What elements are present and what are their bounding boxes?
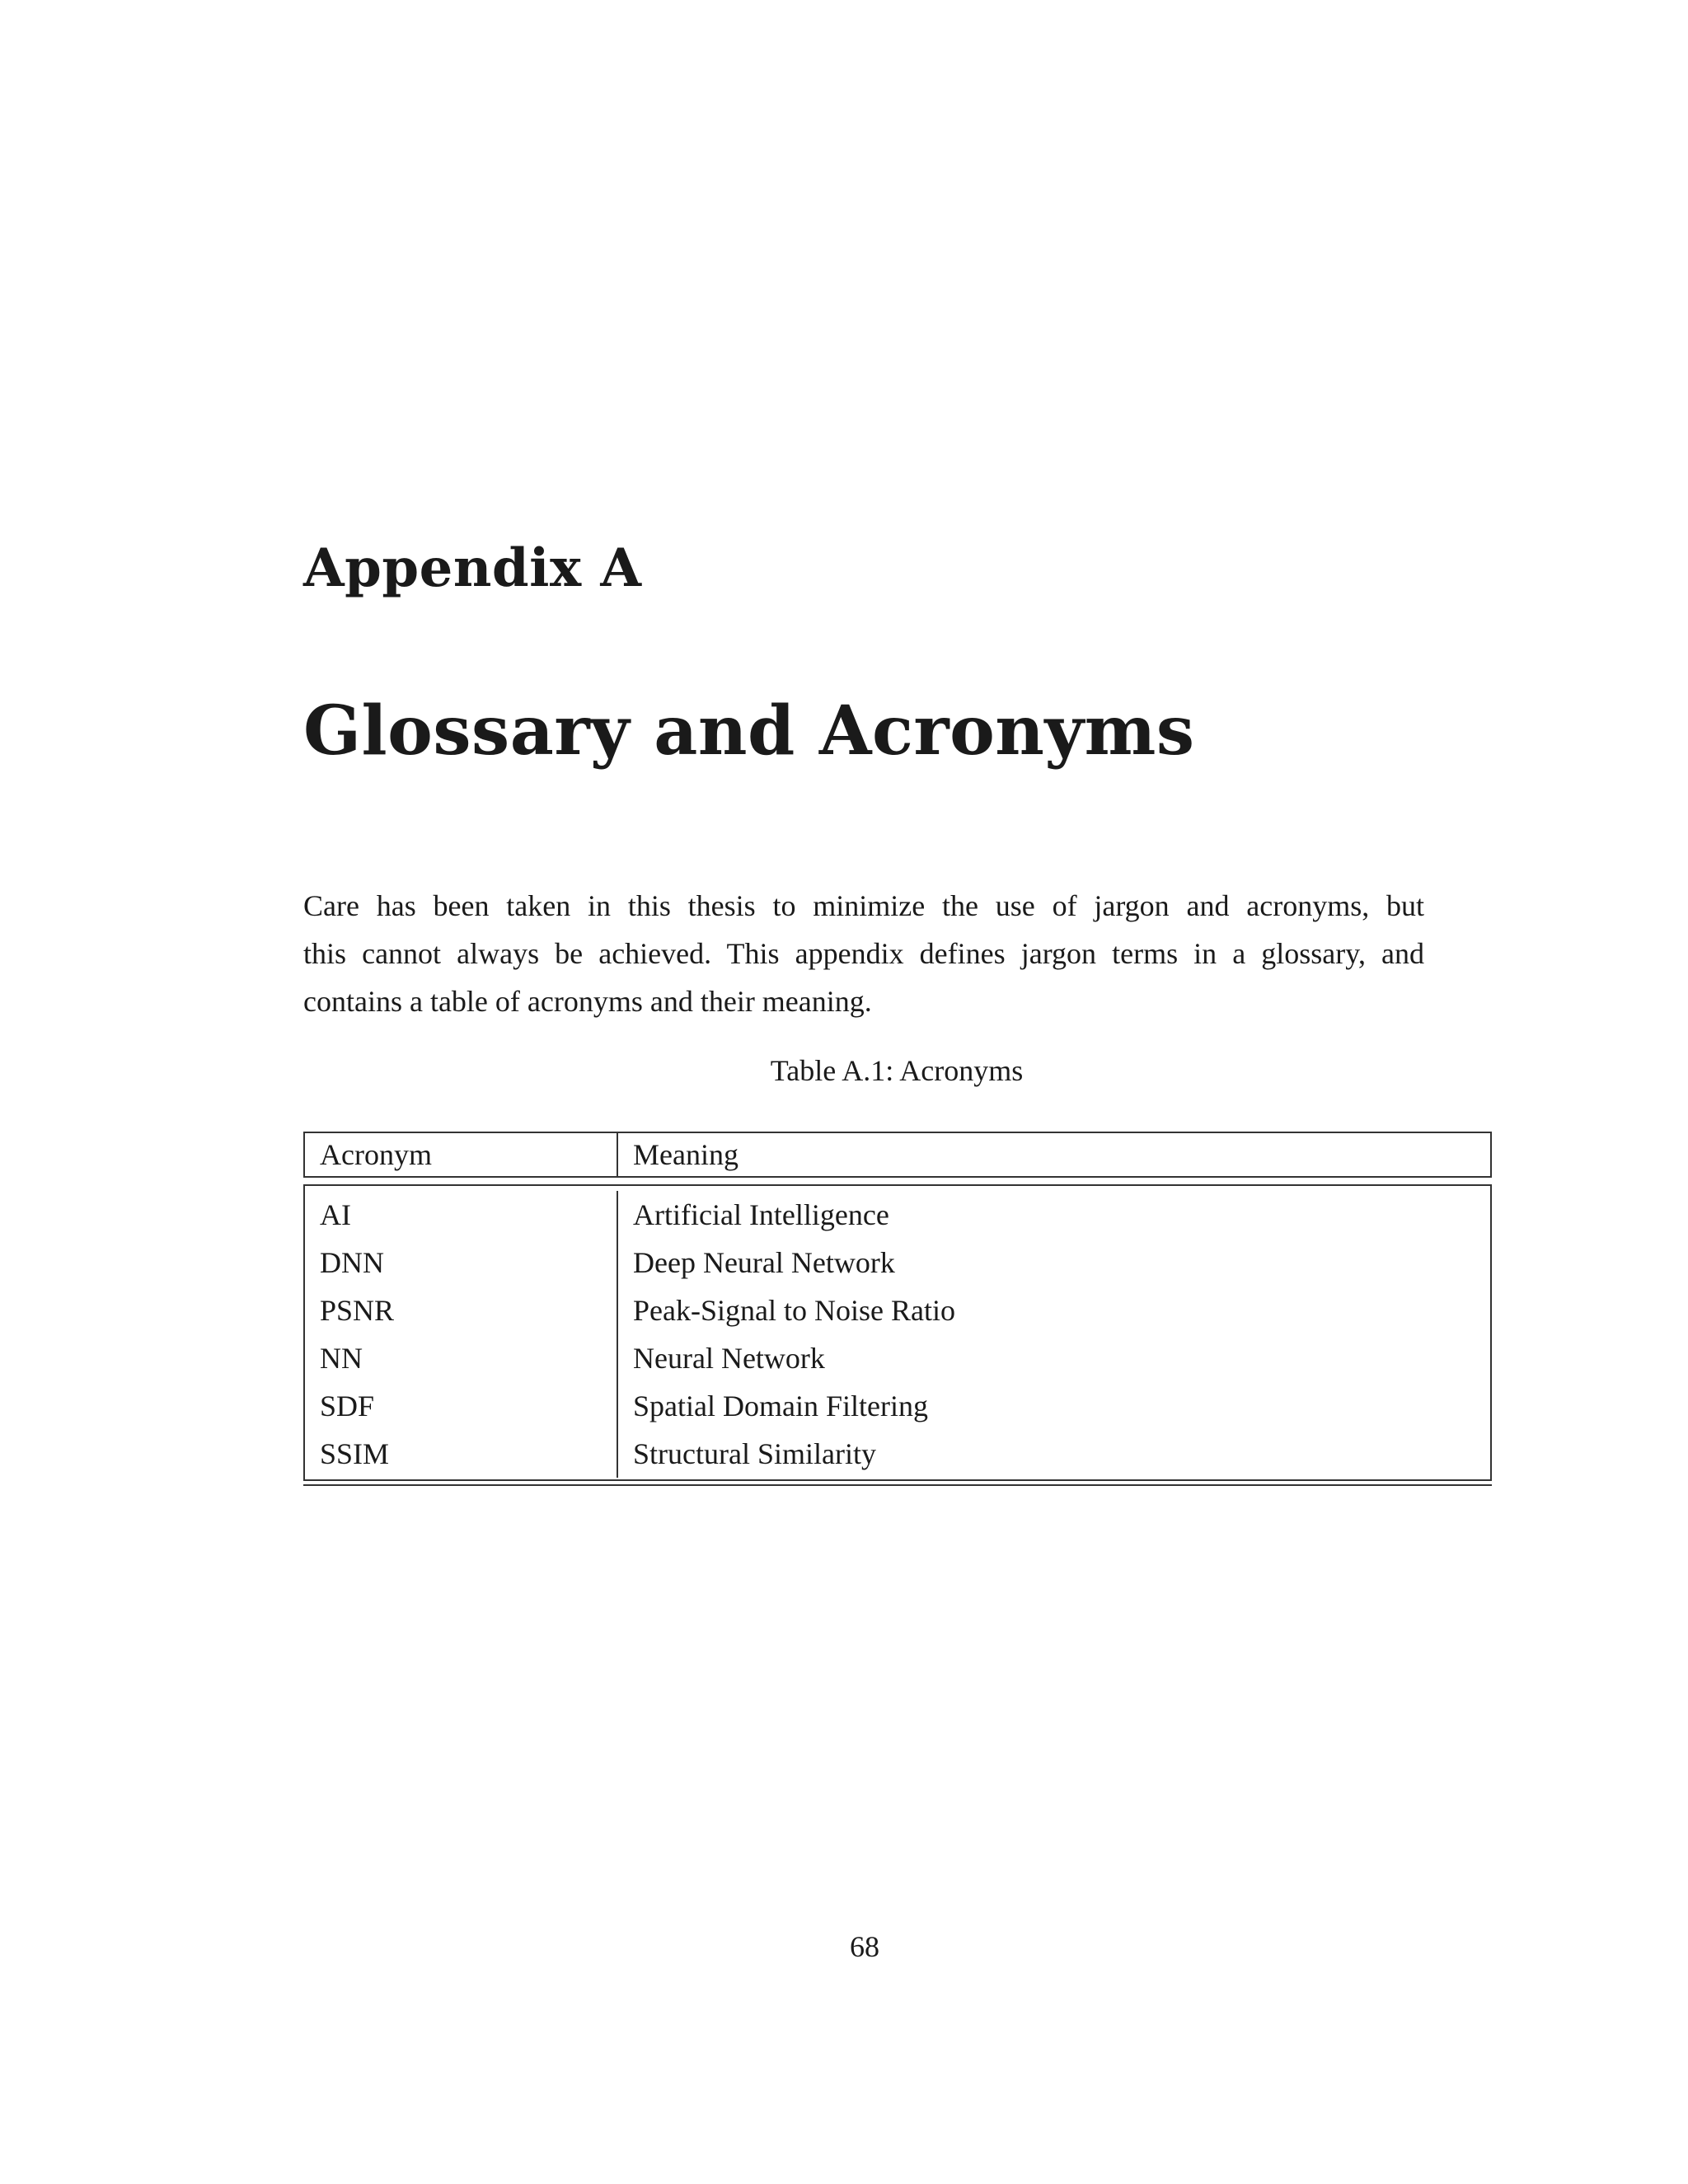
table-row [305,1239,1490,1286]
table-row [305,1334,1490,1382]
meaning-cell: Deep Neural Network [633,1246,895,1279]
table-row [305,1191,1490,1239]
meaning-cell: Spatial Domain Filtering [633,1390,928,1422]
intro-paragraph [303,882,1424,1025]
table-caption: Table A.1: Acronyms [770,1054,1024,1087]
intro-line: Care has been taken in this thesis to minimize the use of jargon and acronyms, but [303,889,1424,922]
header-meaning: Meaning [633,1138,738,1171]
header-acronym: Acronym [305,1133,618,1176]
acronyms-table [303,1132,1492,1486]
table-body [303,1184,1492,1481]
meaning-cell: Structural Similarity [633,1437,876,1470]
appendix-label: Appendix A [303,537,642,599]
meaning-cell: Artificial Intelligence [633,1198,889,1231]
chapter-title: Glossary and Acronyms [303,691,1195,771]
table-row [305,1430,1490,1478]
acronym-cell: SDF [305,1382,618,1430]
page-number: 68 [850,1930,879,1963]
acronym-cell: NN [305,1334,618,1382]
acronym-cell: PSNR [305,1286,618,1334]
table-header-row [303,1132,1492,1178]
meaning-cell: Peak-Signal to Noise Ratio [633,1294,955,1327]
meaning-cell: Neural Network [633,1342,825,1375]
intro-line: contains a table of acronyms and their meaning. [303,985,872,1018]
acronym-cell: SSIM [305,1430,618,1478]
table-bottom-rule [303,1484,1492,1486]
table-row [305,1286,1490,1334]
intro-line: this cannot always be achieved. This appendix defines jargon terms in a glossary, and [303,937,1424,970]
acronym-cell: AI [305,1191,618,1239]
table-row [305,1382,1490,1430]
acronym-cell: DNN [305,1239,618,1286]
